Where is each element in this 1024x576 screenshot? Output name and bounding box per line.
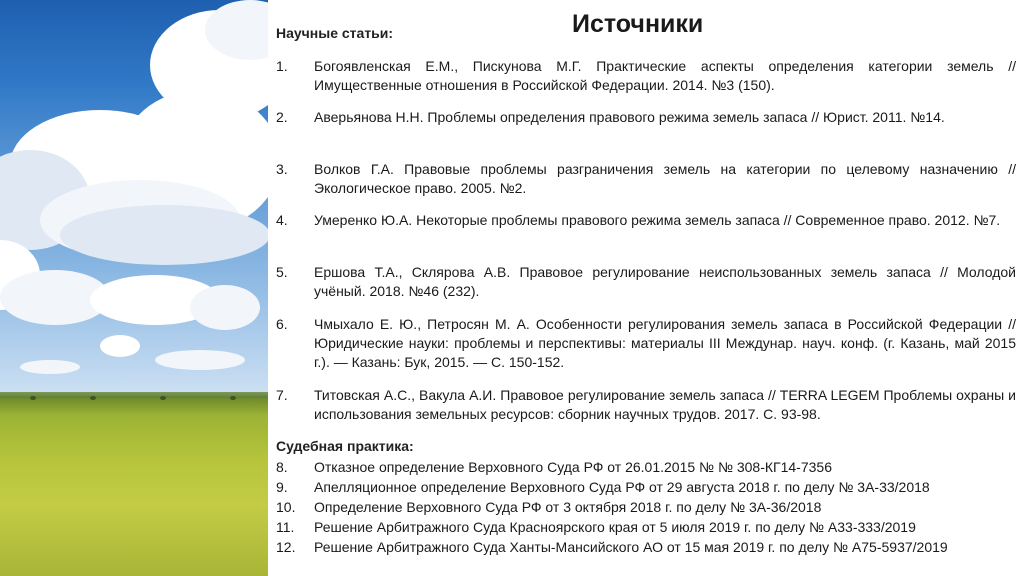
item-number: 7. (276, 387, 288, 403)
list-item (276, 211, 1016, 230)
item-number: 1. (276, 58, 288, 74)
item-text: Волков Г.А. Правовые проблемы разграничения земель на категории по целевому назначению // Экологическое право. 2005. №2. (314, 161, 1016, 196)
slide-title: Источники (572, 10, 704, 38)
item-text: Определение Верховного Суда РФ от 3 октября 2018 г. по делу № 3А-36/2018 (314, 499, 822, 515)
list-item (276, 263, 1016, 301)
item-number: 11. (276, 519, 295, 535)
list-item (276, 498, 1016, 517)
list-item (276, 478, 1016, 497)
landscape-photo (0, 0, 268, 576)
list-item (276, 538, 1016, 557)
list-item (276, 315, 1016, 372)
item-text: Апелляционное определение Верховного Суда РФ от 29 августа 2018 г. по делу № 3А-33/2018 (314, 479, 930, 495)
list-item (276, 57, 1016, 95)
list-item (276, 458, 1016, 477)
list-item (276, 160, 1016, 198)
scientific-articles-heading: Научные статьи: (276, 25, 394, 41)
item-text: Аверьянова Н.Н. Проблемы определения правового режима земель запаса // Юрист. 2011. №14. (314, 109, 945, 125)
item-text: Решение Арбитражного Суда Красноярского края от 5 июля 2019 г. по делу № А33-333/2019 (314, 519, 916, 535)
item-text: Титовская А.С., Вакула А.И. Правовое регулирование земель запаса // TERRA LEGEM Проблемы охраны и использования земельных ресурсов: сборник научных трудов. 2017. С. 93-98. (314, 387, 1016, 422)
item-number: 12. (276, 539, 296, 555)
list-item (276, 518, 1016, 537)
item-number: 8. (276, 459, 288, 475)
item-text: Ершова Т.А., Склярова А.В. Правовое регулирование неиспользованных земель запаса // Молодой учёный. 2018. №46 (232). (314, 264, 1016, 299)
list-item (276, 386, 1016, 424)
item-text: Богоявленская Е.М., Пискунова М.Г. Практические аспекты определения категории земель // Имущественные отношения в Российской Федерации. 2014. №3 (150). (314, 58, 1016, 93)
item-text: Умеренко Ю.А. Некоторые проблемы правового режима земель запаса // Современное право. 2012. №7. (314, 212, 1001, 228)
sources-content (276, 0, 1020, 576)
item-text: Решение Арбитражного Суда Ханты-Мансийского АО от 15 мая 2019 г. по делу № А75-5937/2019 (314, 539, 948, 555)
item-number: 9. (276, 479, 288, 495)
court-practice-heading: Судебная практика: (276, 438, 414, 454)
item-text: Чмыхало Е. Ю., Петросян М. А. Особенности регулирования земель запаса в Российской Федерации // Юридические науки: проблемы и перспективы: материалы III Междунар. науч. конф. (г. Казань, май 2015 г.). — Казань: Бук, 2015. — С. 150-152. (314, 316, 1016, 370)
item-number: 5. (276, 264, 288, 280)
item-number: 4. (276, 212, 288, 228)
list-item (276, 108, 1016, 127)
item-number: 3. (276, 161, 288, 177)
item-number: 2. (276, 109, 288, 125)
item-number: 10. (276, 499, 296, 515)
item-text: Отказное определение Верховного Суда РФ от 26.01.2015 № № 308-КГ14-7356 (314, 459, 832, 475)
item-number: 6. (276, 316, 288, 332)
